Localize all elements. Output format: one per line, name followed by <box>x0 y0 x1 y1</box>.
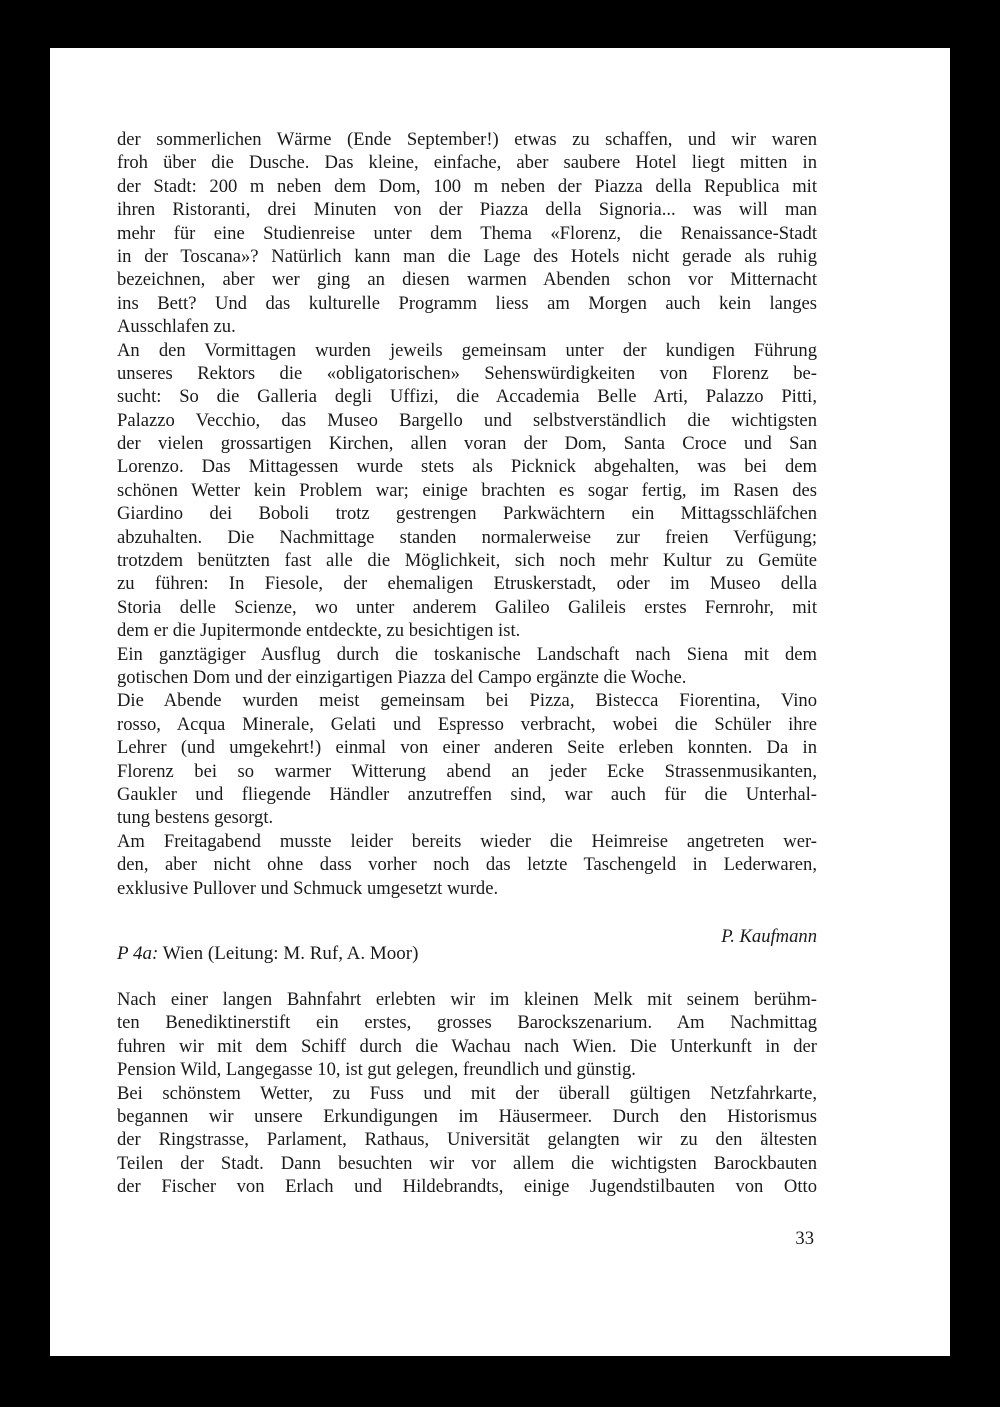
article-paragraph <box>117 128 817 339</box>
text-line: Ausschlafen zu. <box>117 316 236 338</box>
text-line: ins Bett? Und das kulturelle Programm liess am Morgen auch kein langes <box>117 292 817 314</box>
text-line: Teilen der Stadt. Dann besuchten wir vor allem die wichtigsten Barockbauten <box>117 1152 817 1174</box>
section-heading <box>117 943 817 965</box>
text-line: exklusive Pullover und Schmuck umgesetzt wurde. <box>117 877 499 899</box>
text-line: sucht: So die Galleria degli Uffizi, die Accademia Belle Arti, Palazzo Pitti, <box>117 386 817 408</box>
text-line: Gaukler und fliegende Händler anzutreffen sind, war auch für die Unterhal- <box>117 783 817 805</box>
text-line: der sommerlichen Wärme (Ende September!) etwas zu schaffen, und wir waren <box>117 129 817 150</box>
article-body <box>117 128 817 900</box>
text-line: begannen wir unsere Erkundigungen im Häusermeer. Durch den Historismus <box>117 1105 817 1127</box>
document-page <box>50 48 950 1356</box>
text-line: der Fischer von Erlach und Hildebrandts, einige Jugendstilbauten von Otto <box>117 1176 817 1198</box>
text-line: Am Freitagabend musste leider bereits wieder die Heimreise angetreten wer- <box>117 830 817 852</box>
text-line: schönen Wetter kein Problem war; einige brachten es sogar fertig, im Rasen des <box>117 479 817 501</box>
text-line: zu führen: In Fiesole, der ehemaligen Etruskerstadt, oder im Museo della <box>117 573 817 595</box>
text-line: ten Benediktinerstift ein erstes, grosses Barockszenarium. Am Nachmittag <box>117 1012 817 1034</box>
text-line: in der Toscana»? Natürlich kann man die Lage des Hotels nicht gerade als ruhig <box>117 245 817 267</box>
page-number: 33 <box>795 1228 814 1249</box>
text-line: froh über die Dusche. Das kleine, einfache, aber saubere Hotel liegt mitten in <box>117 152 817 174</box>
text-line: bezeichnen, aber wer ging an diesen warmen Abenden schon vor Mitternacht <box>117 269 817 291</box>
text-line: ihren Ristoranti, drei Minuten von der Piazza della Signoria... was will man <box>117 199 817 221</box>
section-label: P 4a: <box>117 943 159 964</box>
text-line: der Ringstrasse, Parlament, Rathaus, Universität gelangten wir zu den ältesten <box>117 1129 817 1151</box>
article-paragraph <box>117 689 817 829</box>
text-line: Die Abende wurden meist gemeinsam bei Pizza, Bistecca Fiorentina, Vino <box>117 690 817 712</box>
text-line: Nach einer langen Bahnfahrt erlebten wir im kleinen Melk mit seinem berühm- <box>117 989 817 1010</box>
text-line: abzuhalten. Die Nachmittage standen normalerweise zur freien Verfügung; <box>117 526 817 548</box>
section-paragraph <box>117 1082 817 1199</box>
text-line: Florenz bei so warmer Witterung abend an jeder Ecke Strassenmusikanten, <box>117 760 817 782</box>
text-line: der Stadt: 200 m neben dem Dom, 100 m neben der Piazza della Republica mit <box>117 175 817 197</box>
author-signature: P. Kaufmann <box>721 926 817 947</box>
article-paragraph <box>117 339 817 643</box>
text-line: Giardino dei Boboli trotz gestrengen Parkwächtern ein Mittagsschläfchen <box>117 503 817 525</box>
text-line: rosso, Acqua Minerale, Gelati und Espresso verbracht, wobei die Schüler ihre <box>117 713 817 735</box>
section-body <box>117 988 817 1199</box>
text-line: der vielen grossartigen Kirchen, allen voran der Dom, Santa Croce und San <box>117 433 817 455</box>
text-line: Lehrer (und umgekehrt!) einmal von einer anderen Seite erleben konnten. Da in <box>117 737 817 759</box>
text-line: Bei schönstem Wetter, zu Fuss und mit der überall gültigen Netzfahrkarte, <box>117 1082 817 1104</box>
text-line: An den Vormittagen wurden jeweils gemeinsam unter der kundigen Führung <box>117 339 817 361</box>
text-line: Ein ganztägiger Ausflug durch die toskanische Landschaft nach Siena mit dem <box>117 643 817 665</box>
text-line: Storia delle Scienze, wo unter anderem Galileo Galileis erstes Fernrohr, mit <box>117 596 817 618</box>
text-line: tung bestens gesorgt. <box>117 807 274 829</box>
section-title: Wien (Leitung: M. Ruf, A. Moor) <box>158 943 419 964</box>
article-paragraph <box>117 643 817 690</box>
text-line: Palazzo Vecchio, das Museo Bargello und selbstverständlich die wichtigsten <box>117 409 817 431</box>
text-line: dem er die Jupitermonde entdeckte, zu besichtigen ist. <box>117 620 521 642</box>
text-line: Pension Wild, Langegasse 10, ist gut gelegen, freundlich und günstig. <box>117 1059 636 1081</box>
article-paragraph <box>117 830 817 900</box>
text-line: fuhren wir mit dem Schiff durch die Wachau nach Wien. Die Unterkunft in der <box>117 1035 817 1057</box>
text-line: gotischen Dom und der einzigartigen Piazza del Campo ergänzte die Woche. <box>117 666 687 688</box>
text-line: Lorenzo. Das Mittagessen wurde stets als Picknick abgehalten, was bei dem <box>117 456 817 478</box>
text-line: den, aber nicht ohne dass vorher noch das letzte Taschengeld in Lederwaren, <box>117 854 817 876</box>
text-line: unseres Rektors die «obligatorischen» Sehenswürdigkeiten von Florenz be- <box>117 362 817 384</box>
text-line: trotzdem benützten fast alle die Möglichkeit, sich noch mehr Kultur zu Gemüte <box>117 550 817 572</box>
section-paragraph <box>117 988 817 1082</box>
text-line: mehr für eine Studienreise unter dem Thema «Florenz, die Renaissance-Stadt <box>117 222 817 244</box>
